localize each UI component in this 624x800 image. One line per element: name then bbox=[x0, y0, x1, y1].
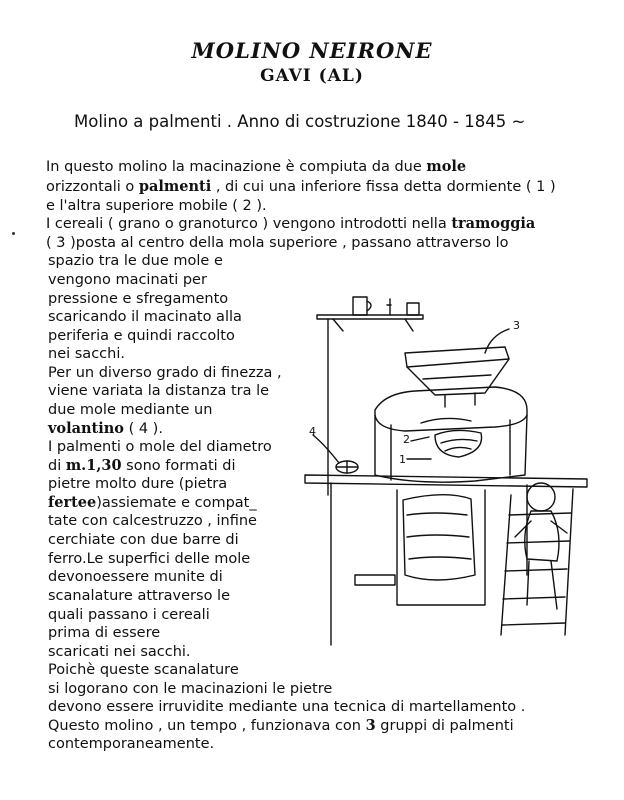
bold-term: 3 bbox=[365, 717, 376, 734]
bold-term: mole bbox=[426, 158, 467, 175]
text-line bbox=[48, 345, 125, 363]
text-line bbox=[46, 197, 267, 215]
text-line bbox=[48, 624, 160, 642]
text-segment: gruppi di palmenti bbox=[375, 718, 514, 734]
text-segment: viene variata la distanza tra le bbox=[48, 383, 270, 399]
text-segment: scaricando il macinato alla bbox=[48, 309, 242, 325]
text-line bbox=[48, 587, 230, 605]
text-segment: devonoessere munite di bbox=[48, 569, 223, 585]
text-segment: nei sacchi. bbox=[48, 346, 125, 362]
text-segment: ferro.Le superfici delle mole bbox=[48, 551, 251, 567]
wall-shelf bbox=[317, 297, 423, 495]
text-segment: , di cui una inferiore fissa detta dormiente ( 1 ) bbox=[211, 179, 556, 195]
bold-term: fertee bbox=[48, 494, 97, 511]
text-segment: cerchiate con due barre di bbox=[48, 532, 239, 548]
text-line bbox=[48, 475, 227, 493]
bold-term: palmenti bbox=[138, 178, 212, 195]
text-segment: sono formati di bbox=[121, 458, 236, 474]
text-segment: pressione e sfregamento bbox=[48, 291, 229, 307]
text-segment: si logorano con le macinazioni le pietre bbox=[48, 681, 333, 697]
bold-term: volantino bbox=[48, 420, 124, 437]
text-line bbox=[48, 252, 223, 270]
ladder-with-child bbox=[501, 483, 573, 635]
text-line bbox=[48, 308, 242, 326]
text-segment: )assiemate e compat_ bbox=[96, 495, 257, 511]
text-line bbox=[48, 290, 228, 308]
text-line bbox=[46, 178, 556, 196]
figure-label-2: 2 bbox=[403, 433, 410, 446]
text-segment: vengono macinati per bbox=[48, 272, 207, 288]
text-segment: ( 4 ). bbox=[123, 421, 163, 437]
text-line bbox=[48, 512, 257, 530]
text-segment: Poichè queste scanalature bbox=[48, 662, 239, 678]
text-line bbox=[48, 717, 514, 735]
figure-label-3: 3 bbox=[513, 319, 520, 332]
text-line bbox=[48, 735, 214, 753]
text-line bbox=[48, 271, 207, 289]
text-segment: I palmenti o mole del diametro bbox=[48, 439, 272, 455]
text-line bbox=[48, 531, 239, 549]
text-segment: Questo molino , un tempo , funzionava con bbox=[48, 718, 366, 734]
text-segment: Per un diverso grado di finezza , bbox=[48, 365, 282, 381]
text-segment: pietre molto dure (pietra bbox=[48, 476, 228, 492]
text-line bbox=[48, 364, 282, 382]
bold-term: m.1,30 bbox=[65, 457, 122, 474]
text-line bbox=[48, 680, 332, 698]
mill-illustration bbox=[295, 275, 595, 650]
text-line bbox=[48, 382, 269, 400]
text-segment: I cereali ( grano o granoturco ) vengono introdotti nella bbox=[46, 216, 452, 232]
text-line bbox=[48, 606, 210, 624]
text-line bbox=[48, 401, 212, 419]
text-segment: e l'altra superiore mobile ( 2 ). bbox=[46, 198, 267, 214]
text-line bbox=[48, 643, 191, 661]
text-line bbox=[46, 234, 509, 252]
text-line bbox=[48, 494, 257, 512]
text-segment: orizzontali o bbox=[46, 179, 139, 195]
text-segment: devono essere irruvidite mediante una tecnica di martellamento . bbox=[48, 699, 526, 715]
text-segment: spazio tra le due mole e bbox=[48, 253, 223, 269]
text-segment: di bbox=[48, 458, 66, 474]
figure-label-4: 4 bbox=[309, 425, 316, 438]
text-segment: scaricati nei sacchi. bbox=[48, 644, 191, 660]
hopper bbox=[405, 347, 509, 407]
handwheel bbox=[313, 435, 358, 473]
text-line bbox=[48, 438, 272, 456]
text-line bbox=[48, 457, 236, 475]
text-segment: contemporaneamente. bbox=[48, 736, 215, 752]
text-line bbox=[46, 158, 466, 176]
bold-term: tramoggia bbox=[451, 215, 536, 232]
text-line bbox=[48, 420, 163, 438]
text-segment: due mole mediante un bbox=[48, 402, 213, 418]
text-segment: prima di essere bbox=[48, 625, 161, 641]
scan-speck bbox=[12, 232, 15, 235]
text-line bbox=[48, 550, 250, 568]
text-line bbox=[48, 661, 239, 679]
text-line bbox=[48, 568, 223, 586]
text-segment: periferia e quindi raccolto bbox=[48, 328, 235, 344]
text-line bbox=[48, 698, 525, 716]
location-heading: GAVI (AL) bbox=[260, 66, 364, 86]
text-segment: ( 3 )posta al centro della mola superiore , passano attraverso lo bbox=[46, 235, 509, 251]
millstone-casing bbox=[375, 387, 527, 482]
figure-label-1: 1 bbox=[399, 453, 406, 466]
text-line bbox=[48, 327, 235, 345]
text-segment: tate con calcestruzzo , infine bbox=[48, 513, 257, 529]
text-segment: In questo molino la macinazione è compiuta da due bbox=[46, 159, 427, 175]
text-segment: quali passano i cereali bbox=[48, 607, 210, 623]
text-line bbox=[46, 215, 535, 233]
document-subtitle: Molino a palmenti . Anno di costruzione 1840 - 1845 ~ bbox=[74, 112, 526, 131]
text-segment: scanalature attraverso le bbox=[48, 588, 231, 604]
document-title: MOLINO NEIRONE bbox=[191, 38, 433, 63]
